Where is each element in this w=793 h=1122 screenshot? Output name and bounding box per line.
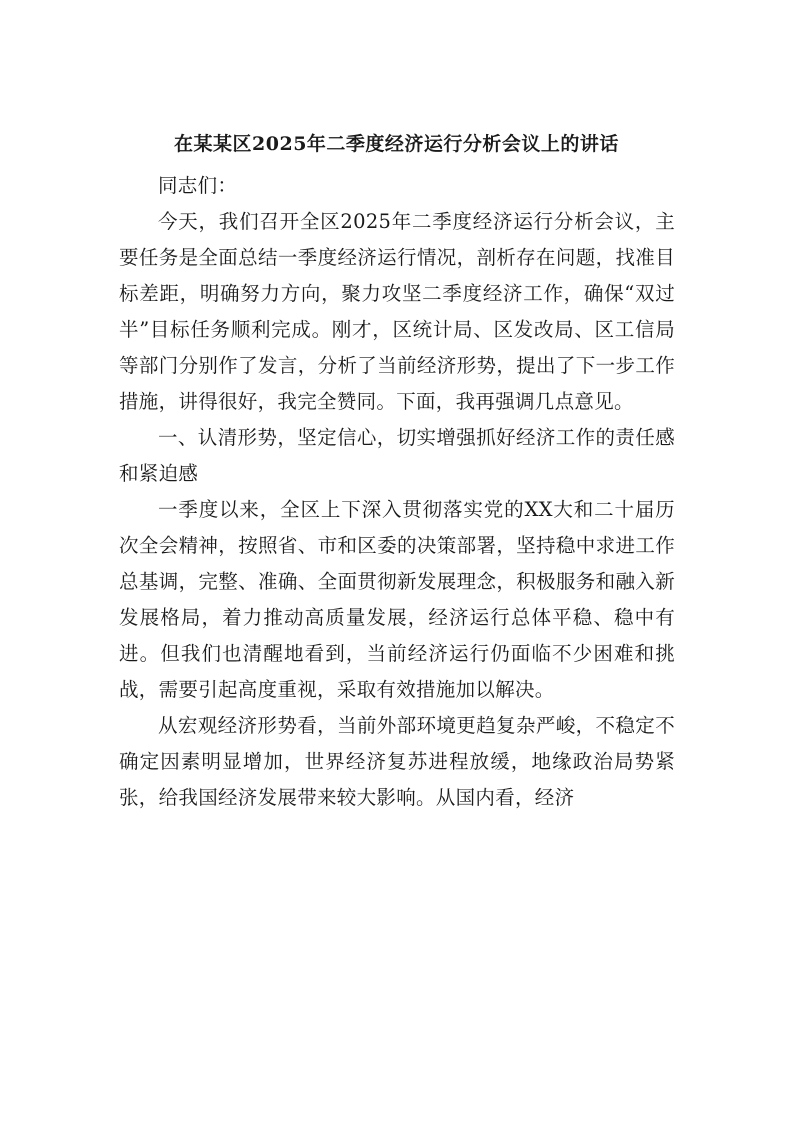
body-paragraph: 从宏观经济形势看，当前外部环境更趋复杂严峻，不稳定不确定因素明显增加，世界经济复苏进程放缓，地缘政治局势紧张，给我国经济发展带来较大影响。从国内看，经济 (119, 714, 675, 809)
body-paragraph: 今天，我们召开全区2025年二季度经济运行分析会议，主要任务是全面总结一季度经济运行情况，剖析存在问题，找准目标差距，明确努力方向，聚力攻坚二季度经济工作，确保“双过半”目标任务顺利完成。刚才，区统计局、区发改局、区工信局等部门分别作了发言，分析了当前经济形势，提出了下一步工作措施，讲得很好，我完全赞同。下面，我再强调几点意见。 (119, 210, 675, 413)
section-heading: 一、认清形势，坚定信心，切实增强抓好经济工作的责任感和紧迫感 (119, 426, 675, 485)
body-paragraph: 一季度以来，全区上下深入贯彻落实党的XX大和二十届历次全会精神，按照省、市和区委的决策部署，坚持稳中求进工作总基调，完整、准确、全面贯彻新发展理念，积极服务和融入新发展格局，着力推动高质量发展，经济运行总体平稳、稳中有进。但我们也清醒地看到，当前经济运行仍面临不少困难和挑战，需要引起高度重视，采取有效措施加以解决。 (119, 498, 675, 701)
salutation: 同志们： (158, 174, 238, 197)
document-title: 在某某区2025年二季度经济运行分析会议上的讲话 (174, 133, 619, 155)
document-body (119, 168, 675, 816)
